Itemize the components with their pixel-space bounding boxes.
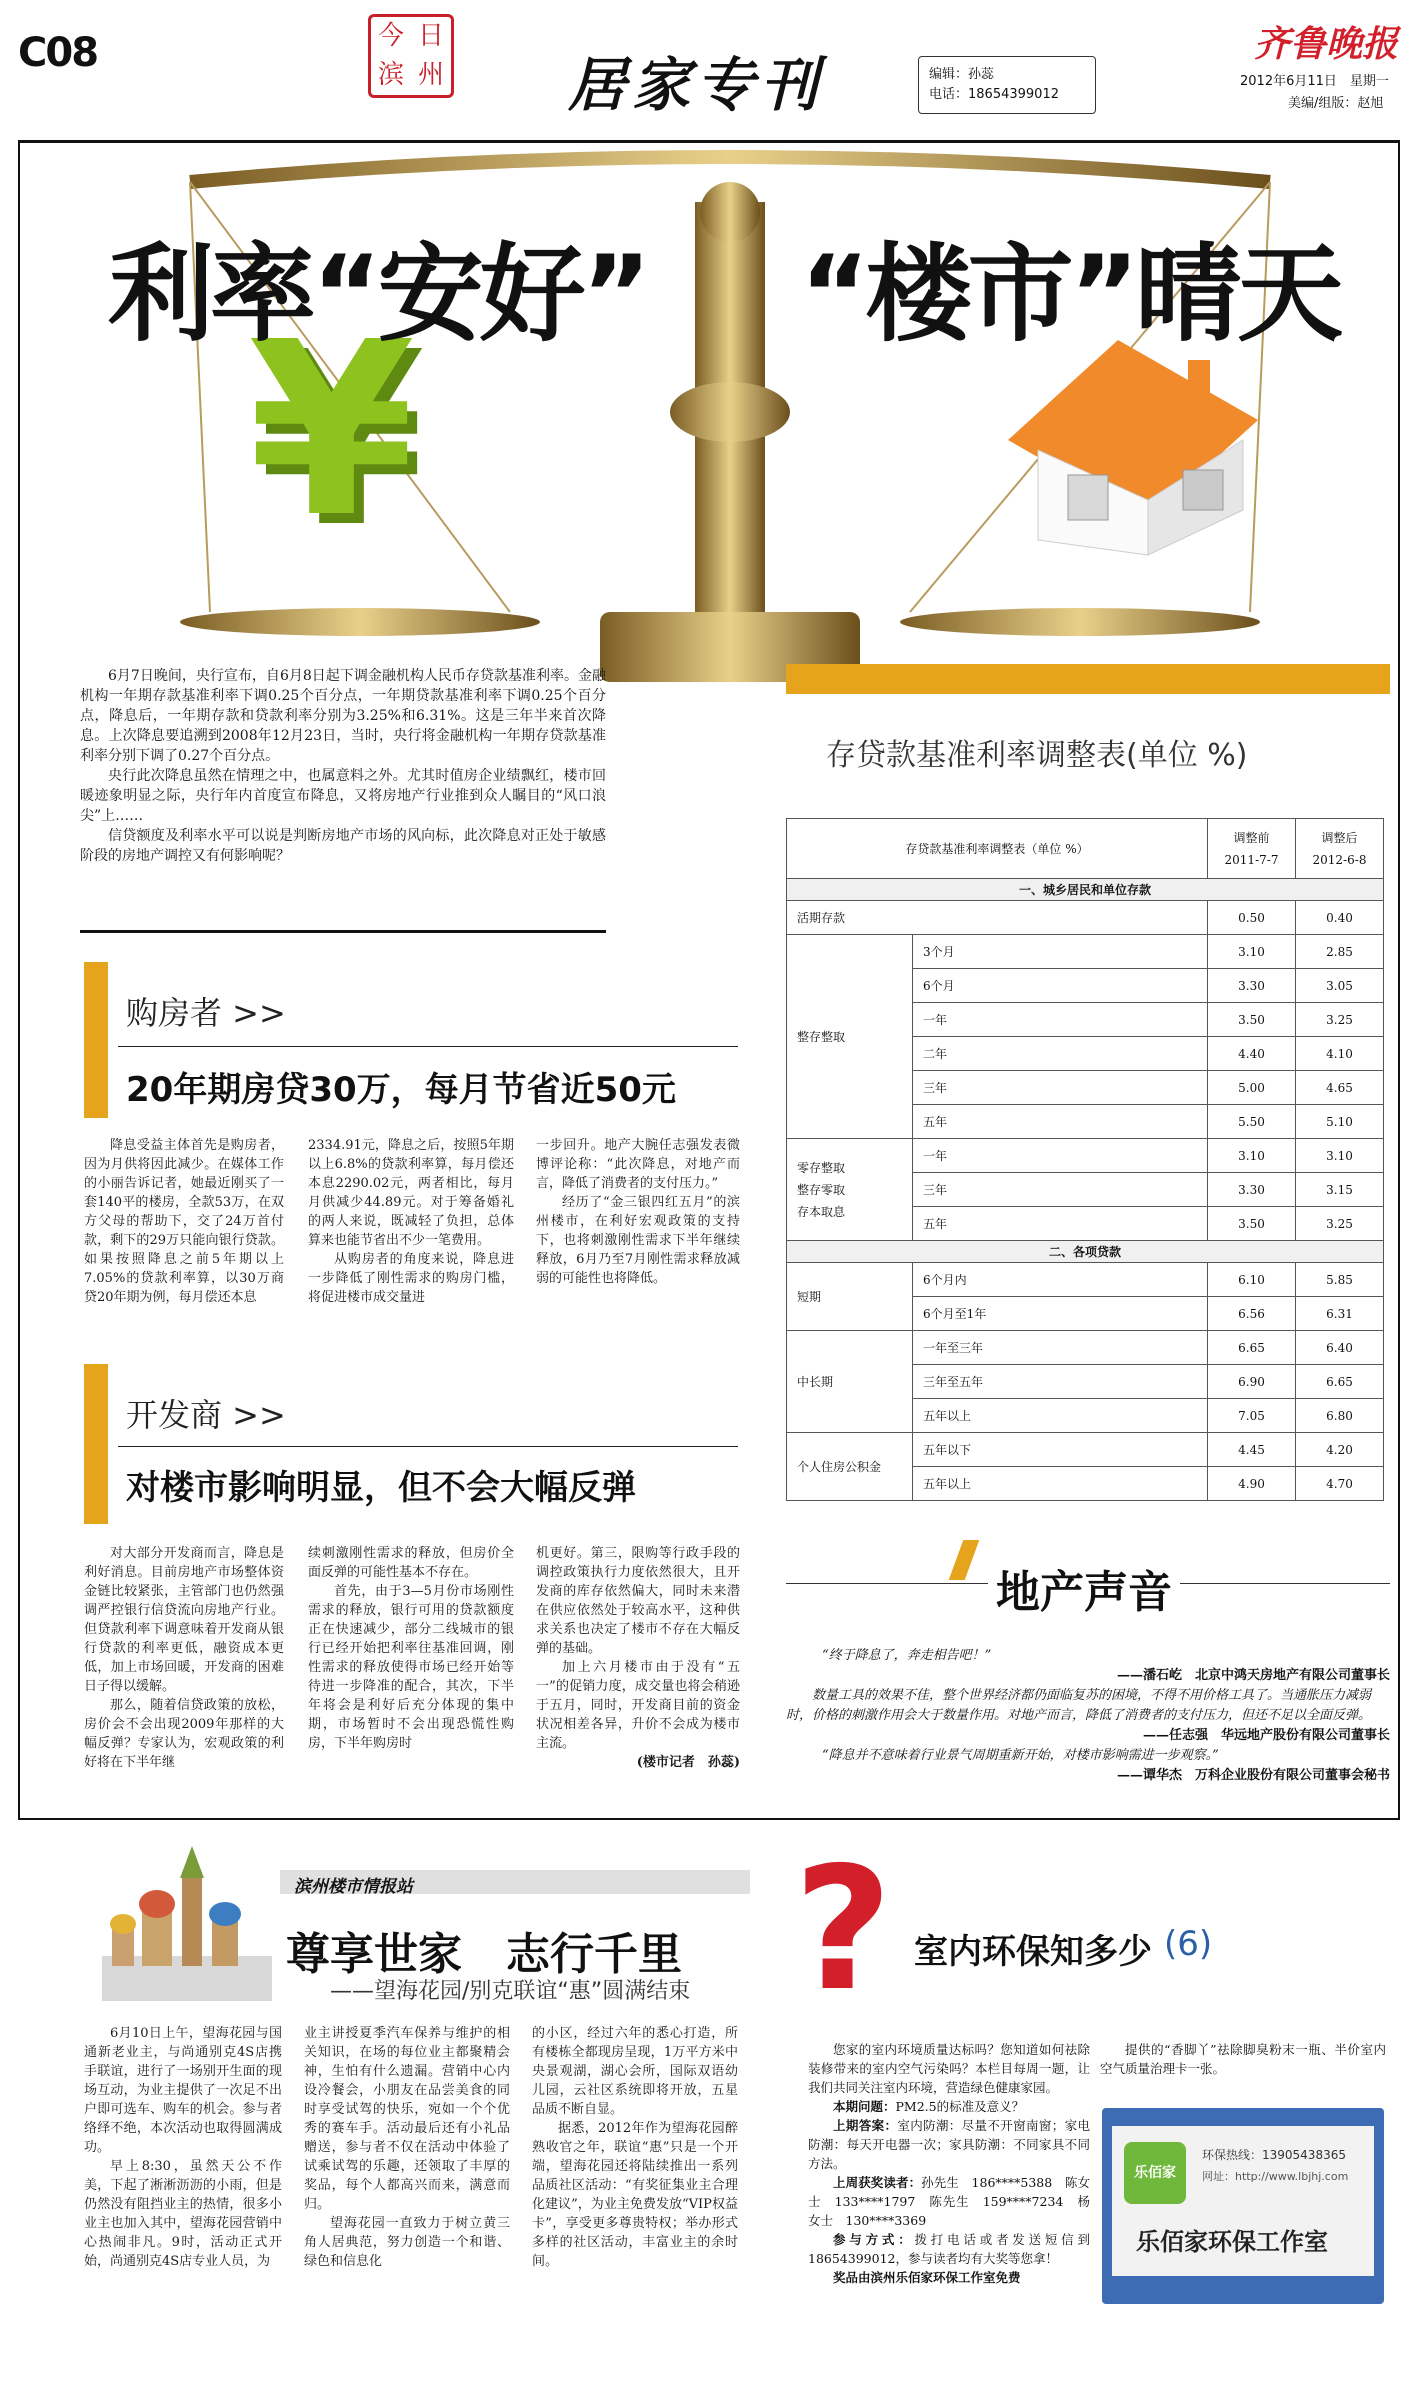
table-cell-before: 3.30 — [1208, 969, 1296, 1003]
table-cell-after: 6.31 — [1296, 1297, 1384, 1331]
table-header-cell: 调整前 2011-7-7 — [1208, 819, 1296, 879]
voice-speaker: ——潘石屹 北京中鸿天房地产有限公司董事长 — [1116, 1668, 1390, 1683]
station-column — [304, 2024, 510, 2271]
yuan-icon: ¥ — [248, 290, 415, 570]
buyer-accent-bar — [84, 962, 108, 1118]
table-cell-before: 6.90 — [1208, 1365, 1296, 1399]
developer-column — [308, 1544, 514, 1753]
table-cell-after: 3.25 — [1296, 1003, 1384, 1037]
question-mark-icon: ? — [793, 1831, 893, 2029]
ad-logo: 乐佰家 — [1124, 2142, 1186, 2204]
table-cell-category: 中长期 — [787, 1331, 913, 1433]
table-cell-term: 五年 — [913, 1105, 1208, 1139]
eco-prize: 奖品由滨州乐佰家环保工作室免费 — [833, 2270, 1021, 2285]
table-cell-term: 一年 — [913, 1139, 1208, 1173]
buyer-paragraph: 2334.91元，降息之后，按照5年期以上6.8%的贷款利率算，每月偿还本息2290.02元，两者相比，每月月供减少44.89元。对于筹备婚礼的两人来说，既减轻了负担，总体算来也能节省出不少一笔费用。 — [308, 1138, 514, 1248]
table-cell-term: 五年以上 — [913, 1399, 1208, 1433]
ad-phone: 环保热线：13905438365 — [1202, 2148, 1346, 2162]
table-cell-category: 个人住房公积金 — [787, 1433, 913, 1501]
lead-rule — [80, 930, 606, 933]
voice-speaker: ——谭华杰 万科企业股份有限公司董事会秘书 — [1116, 1768, 1390, 1783]
voice-title: 地产声音 — [988, 1556, 1180, 1620]
table-cell-category: 短期 — [787, 1263, 913, 1331]
table-cell-term: 三年 — [913, 1173, 1208, 1207]
masthead-date: 2012年6月11日 星期一 — [1240, 74, 1389, 89]
table-cell-before: 3.50 — [1208, 1003, 1296, 1037]
table-cell-before: 3.10 — [1208, 1139, 1296, 1173]
table-cell-term: 三年 — [913, 1071, 1208, 1105]
section-title: 居家专刊 — [568, 51, 825, 119]
station-paragraph: 早上8:30，虽然天公不作美，下起了淅淅沥沥的小雨，但是仍然没有阻挡业主的热情，很多小业主也加入其中，望海花园营销中心热闹非凡。9时，活动正式开始，尚通别克4S店专业人员，为 — [84, 2159, 282, 2269]
eco-right-text: 提供的“香脚丫”祛除脚臭粉末一瓶、半价室内空气质量治理卡一张。 — [1100, 2042, 1386, 2076]
eco-text — [808, 2040, 1090, 2287]
developer-accent-bar — [84, 1364, 108, 1524]
table-row — [787, 1331, 1384, 1365]
developer-paragraph: 那么，随着信贷政策的放松，房价会不会出现2009年那样的大幅反弹？专家认为，宏观政策的利好将在下半年继 — [84, 1698, 284, 1770]
table-cell-after: 3.05 — [1296, 969, 1384, 1003]
eco-winners: 孙先生 186****5388 陈女士 133****1797 陈先生 159****7234 杨女士 130****3369 — [808, 2175, 1090, 2228]
table-cell-term: 五年 — [913, 1207, 1208, 1241]
table-cell-after: 3.25 — [1296, 1207, 1384, 1241]
lead-text — [80, 666, 606, 866]
table-cell-term: 6个月 — [913, 969, 1208, 1003]
eco-question: PM2.5的标准及意义？ — [895, 2099, 1025, 2114]
table-cell-category: 整存整取 — [787, 935, 913, 1139]
editor-phone: 电话：18654399012 — [929, 87, 1059, 102]
buyer-paragraph: 从购房者的角度来说，降息进一步降低了刚性需求的购房门槛，将促进楼市成交量进 — [308, 1252, 514, 1305]
developer-title: 对楼市影响明显，但不会大幅反弹 — [126, 1468, 636, 1508]
station-title: 尊享世家 志行千里 — [286, 1929, 682, 1980]
buyer-label: 购房者 >> — [126, 994, 286, 1032]
table-cell-before: 6.65 — [1208, 1331, 1296, 1365]
rate-table-grid — [786, 818, 1384, 1501]
page-number: C08 — [18, 30, 98, 76]
table-cell-before: 4.45 — [1208, 1433, 1296, 1467]
voice-quote: 数量工具的效果不佳，整个世界经济都仍面临复苏的困境，不得不用价格工具了。当通胀压力减弱时，价格的刺激作用会大于数量作用。对地产而言，降低了消费者的支付压力，但还不足以全面反弹。 — [786, 1688, 1372, 1723]
stamp-char: 滨 — [377, 60, 404, 90]
developer-column — [536, 1544, 740, 1772]
table-cell-after: 4.65 — [1296, 1071, 1384, 1105]
eco-answer-label: 上期答案： — [833, 2118, 898, 2133]
stamp-char: 日 — [417, 21, 444, 51]
voice-quote: “终于降息了，奔走相告吧！” — [822, 1648, 992, 1663]
developer-paragraph: 机更好。第三，限购等行政手段的调控政策执行力度依然很大，且开发商的库存依然偏大，同时未来潜在供应依然处于较高水平，这种供求关系也决定了楼市不存在大幅反弹的基础。 — [536, 1546, 740, 1656]
table-cell-after: 4.20 — [1296, 1433, 1384, 1467]
table-cell-term: 三年至五年 — [913, 1365, 1208, 1399]
table-title: 存贷款基准利率调整表(单位 %) — [826, 738, 1248, 773]
lead-paragraph: 央行此次降息虽然在情理之中，也属意料之外。尤其时值房企业绩飘红，楼市回暖迹象明显之际，央行年内首度宣布降息，又将房地产行业推到众人瞩目的“风口浪尖”上…… — [80, 768, 606, 824]
voice-quotes — [786, 1646, 1390, 1786]
voice-speaker: ——任志强 华远地产股份有限公司董事长 — [1142, 1728, 1390, 1743]
ad-site: 网址：http://www.lbjhj.com — [1202, 2170, 1349, 2183]
table-cell-after: 0.40 — [1296, 901, 1384, 935]
table-cell-term: 6个月至1年 — [913, 1297, 1208, 1331]
table-cell-term: 五年以下 — [913, 1433, 1208, 1467]
table-cell-term: 二年 — [913, 1037, 1208, 1071]
kremlin-illustration — [92, 1846, 278, 2006]
table-cell-after: 5.85 — [1296, 1263, 1384, 1297]
editor-name: 编辑：孙蕊 — [929, 67, 995, 82]
station-paragraph: 6月10日上午，望海花园与国通新老业主，与尚通别克4S店携手联谊，进行了一场别开生面的现场互动，为业主提供了一次足不出户即可选车、购车的机会。参与者络绎不绝，本次活动也取得圆满成功。 — [84, 2026, 282, 2155]
editor-box — [918, 56, 1096, 114]
buyer-column — [536, 1136, 740, 1288]
table-cell-term: 一年至三年 — [913, 1331, 1208, 1365]
stamp-char: 州 — [417, 60, 444, 90]
developer-rule — [118, 1446, 738, 1447]
buyer-column — [84, 1136, 284, 1307]
table-section-label: 一、城乡居民和单位存款 — [787, 879, 1384, 901]
table-cell-before: 3.50 — [1208, 1207, 1296, 1241]
eco-winners-label: 上周获奖读者： — [833, 2175, 922, 2190]
developer-paragraph: 对大部分开发商而言，降息是利好消息。目前房地产市场整体资金链比较紧张，主管部门也仍然强调严控银行信贷流向房地产行业。但贷款利率下调意味着开发商从银行贷款的利率更低，融资成本更低，加上市场回暖，开发商的困难日子得以缓解。 — [84, 1546, 284, 1694]
developer-column — [84, 1544, 284, 1772]
table-title-bar — [786, 664, 1390, 694]
station-paragraph: 据悉，2012年作为望海花园醉熟收官之年，联谊“惠”只是一个开端，望海花园还将陆续推出一系列品质社区活动：“有奖征集业主合理化建议”，为业主免费发放“VIP权益卡”，享受更多尊贵特权；举办形式多样的社区活动，丰富业主的余时间。 — [532, 2121, 738, 2269]
developer-paragraph: 加上六月楼市由于没有“五一”的促销力度，成交量也将会稍逊于五月，同时，开发商目前的资金状况相差各异，升价不会成为楼市主流。 — [536, 1660, 740, 1751]
table-section-row — [787, 1241, 1384, 1263]
section-divider — [18, 1818, 1400, 1820]
buyer-paragraph: 经历了“金三银四红五月”的滨州楼市，在利好宏观政策的支持下，也将刺激刚性需求下半年继续释放，6月乃至7月刚性需求释放减弱的可能性也将降低。 — [536, 1195, 740, 1286]
buyer-paragraph: 一步回升。地产大腕任志强发表微博评论称：“此次降息，对地产而言，降低了消费者的支付压力。” — [536, 1138, 740, 1191]
table-cell-after: 2.85 — [1296, 935, 1384, 969]
headline-right: “楼市”晴天 — [800, 233, 1340, 356]
buyer-paragraph: 降息受益主体首先是购房者，因为月供将因此减少。在媒体工作的小丽告诉记者，她最近刚买了一套140平的楼房，全款53万，在双方父母的帮助下，交了24万首付款，剩下的29万只能向银行贷款。如果按照降息之前5年期以上7.05%的贷款利率算，以30万商贷20年期为例，每月偿还本息 — [84, 1138, 284, 1305]
eco-question-label: 本期问题： — [833, 2099, 896, 2114]
house-icon — [998, 330, 1268, 560]
developer-paragraph: 首先，由于3—5月份市场刚性需求的释放，银行可用的贷款额度正在快速减少，部分二线城市的银行已经开始把利率往基准回调，刚性需求的释放使得市场已经开始等待进一步降准的配合，其次，下半年将会是利好后充分体现的集中期，市场暂时不会出现恐慌性购房，下半年购房时 — [308, 1584, 514, 1751]
station-paragraph: 的小区，经过六年的悉心打造，所有楼栋全都现房呈现，1万平方米中央景观湖，湖心会所，国际双语幼儿园，云社区系统即将开放，五星品质不断自显。 — [532, 2026, 738, 2117]
buyer-title: 20年期房贷30万，每月节省近50元 — [126, 1070, 676, 1110]
eco-title: 室内环保知多少 — [914, 1932, 1152, 1972]
table-header-cell: 调整后 2012-6-8 — [1296, 819, 1384, 879]
table-cell-before: 7.05 — [1208, 1399, 1296, 1433]
table-cell-before: 6.10 — [1208, 1263, 1296, 1297]
table-cell-term: 6个月内 — [913, 1263, 1208, 1297]
buyer-column — [308, 1136, 514, 1307]
ad-name: 乐佰家环保工作室 — [1136, 2228, 1328, 2256]
headline-left: 利率“安好” — [108, 233, 648, 356]
table-cell-after: 4.10 — [1296, 1037, 1384, 1071]
masthead-designer: 美编/组版：赵旭 — [1288, 96, 1384, 111]
table-header-cell: 存贷款基准利率调整表（单位 %） — [787, 819, 1208, 879]
lead-paragraph: 信贷额度及利率水平可以说是判断房地产市场的风向标，此次降息对正处于敏感阶段的房地产调控又有何影响呢？ — [80, 828, 606, 864]
table-cell-after: 6.40 — [1296, 1331, 1384, 1365]
table-row — [787, 1139, 1384, 1173]
table-cell-before: 0.50 — [1208, 901, 1296, 935]
table-cell-term: 3个月 — [913, 935, 1208, 969]
developer-label: 开发商 >> — [126, 1396, 286, 1434]
left-rule — [18, 140, 20, 1820]
lead-paragraph: 6月7日晚间，央行宣布，自6月8日起下调金融机构人民币存贷款基准利率。金融机构一年期存款基准利率下调0.25个百分点，一年期贷款基准利率下调0.25个百分点，降息后，一年期存款和贷款利率分别为3.25%和6.31%。这是三年半来首次降息。上次降息要追溯到2008年12月23日，当时，央行将金融机构一年期存贷款基准利率分别下调了0.27个百分点。 — [80, 668, 606, 764]
table-row — [787, 935, 1384, 969]
station-column — [84, 2024, 282, 2271]
eco-advert — [1102, 2108, 1384, 2304]
table-cell-category: 零存整取 整存零取 存本取息 — [787, 1139, 913, 1241]
eco-number: (6) — [1164, 1924, 1213, 1964]
voice-quote: “降息并不意味着行业景气周期重新开始，对楼市影响需进一步观察。” — [822, 1748, 1219, 1763]
right-rule — [1398, 140, 1400, 1820]
eco-intro: 您家的室内环境质量达标吗？您知道如何祛除装修带来的室内空气污染吗？本栏目每周一题，让我们共同关注室内环境，营造绿色健康家园。 — [808, 2042, 1090, 2095]
table-section-row — [787, 879, 1384, 901]
table-cell-after: 6.80 — [1296, 1399, 1384, 1433]
developer-paragraph: 续刺激刚性需求的释放，但房价全面反弹的可能性基本不存在。 — [308, 1546, 514, 1580]
developer-byline: (楼市记者 孙蕊) — [636, 1755, 740, 1770]
rate-table — [786, 818, 1384, 1501]
table-cell-category: 活期存款 — [787, 901, 1208, 935]
station-paragraph: 望海花园一直致力于树立黄三角人居典范，努力创造一个和谐、绿色和信息化 — [304, 2216, 510, 2269]
table-row — [787, 1433, 1384, 1467]
table-cell-after: 5.10 — [1296, 1105, 1384, 1139]
voice-accent — [949, 1540, 980, 1580]
masthead-paper: 齐鲁晚报 — [1254, 23, 1399, 65]
table-cell-before: 3.10 — [1208, 935, 1296, 969]
eco-method: 拨打电话或者发送短信到18654399012，参与读者均有大奖等您拿！ — [808, 2232, 1090, 2266]
station-tag: 滨州楼市情报站 — [294, 1877, 413, 1897]
table-cell-after: 6.65 — [1296, 1365, 1384, 1399]
eco-answer: 室内防潮：尽量不开窗南窗；家电防潮：每天开电器一次；家具防潮：不同家具不同方法。 — [808, 2118, 1090, 2171]
table-cell-before: 3.30 — [1208, 1173, 1296, 1207]
table-cell-before: 5.00 — [1208, 1071, 1296, 1105]
table-header-row — [787, 819, 1384, 879]
table-cell-after: 4.70 — [1296, 1467, 1384, 1501]
table-section-label: 二、各项贷款 — [787, 1241, 1384, 1263]
eco-method-label: 参与方式： — [833, 2232, 915, 2247]
table-row — [787, 1263, 1384, 1297]
table-cell-before: 5.50 — [1208, 1105, 1296, 1139]
table-row — [787, 901, 1384, 935]
table-cell-before: 4.40 — [1208, 1037, 1296, 1071]
table-cell-before: 4.90 — [1208, 1467, 1296, 1501]
table-cell-after: 3.10 — [1296, 1139, 1384, 1173]
table-cell-term: 一年 — [913, 1003, 1208, 1037]
table-cell-before: 6.56 — [1208, 1297, 1296, 1331]
station-subtitle: ——望海花园/别克联谊“惠”圆满结束 — [330, 1979, 691, 2004]
stamp-logo — [368, 14, 454, 98]
stamp-char: 今 — [377, 21, 404, 51]
station-column — [532, 2024, 738, 2271]
table-cell-term: 五年以上 — [913, 1467, 1208, 1501]
station-paragraph: 业主讲授夏季汽车保养与维护的相关知识，在场的每位业主都聚精会神，生怕有什么遗漏。营销中心内设冷餐会，小朋友在品尝美食的同时享受试驾的快乐，宛如一个个优秀的赛车手。活动最后还有小礼品赠送，参与者不仅在活动中体验了试乘试驾的乐趣，还领取了丰厚的奖品，每个人都高兴而来，满意而归。 — [304, 2026, 510, 2212]
buyer-rule — [118, 1046, 738, 1047]
table-cell-after: 3.15 — [1296, 1173, 1384, 1207]
